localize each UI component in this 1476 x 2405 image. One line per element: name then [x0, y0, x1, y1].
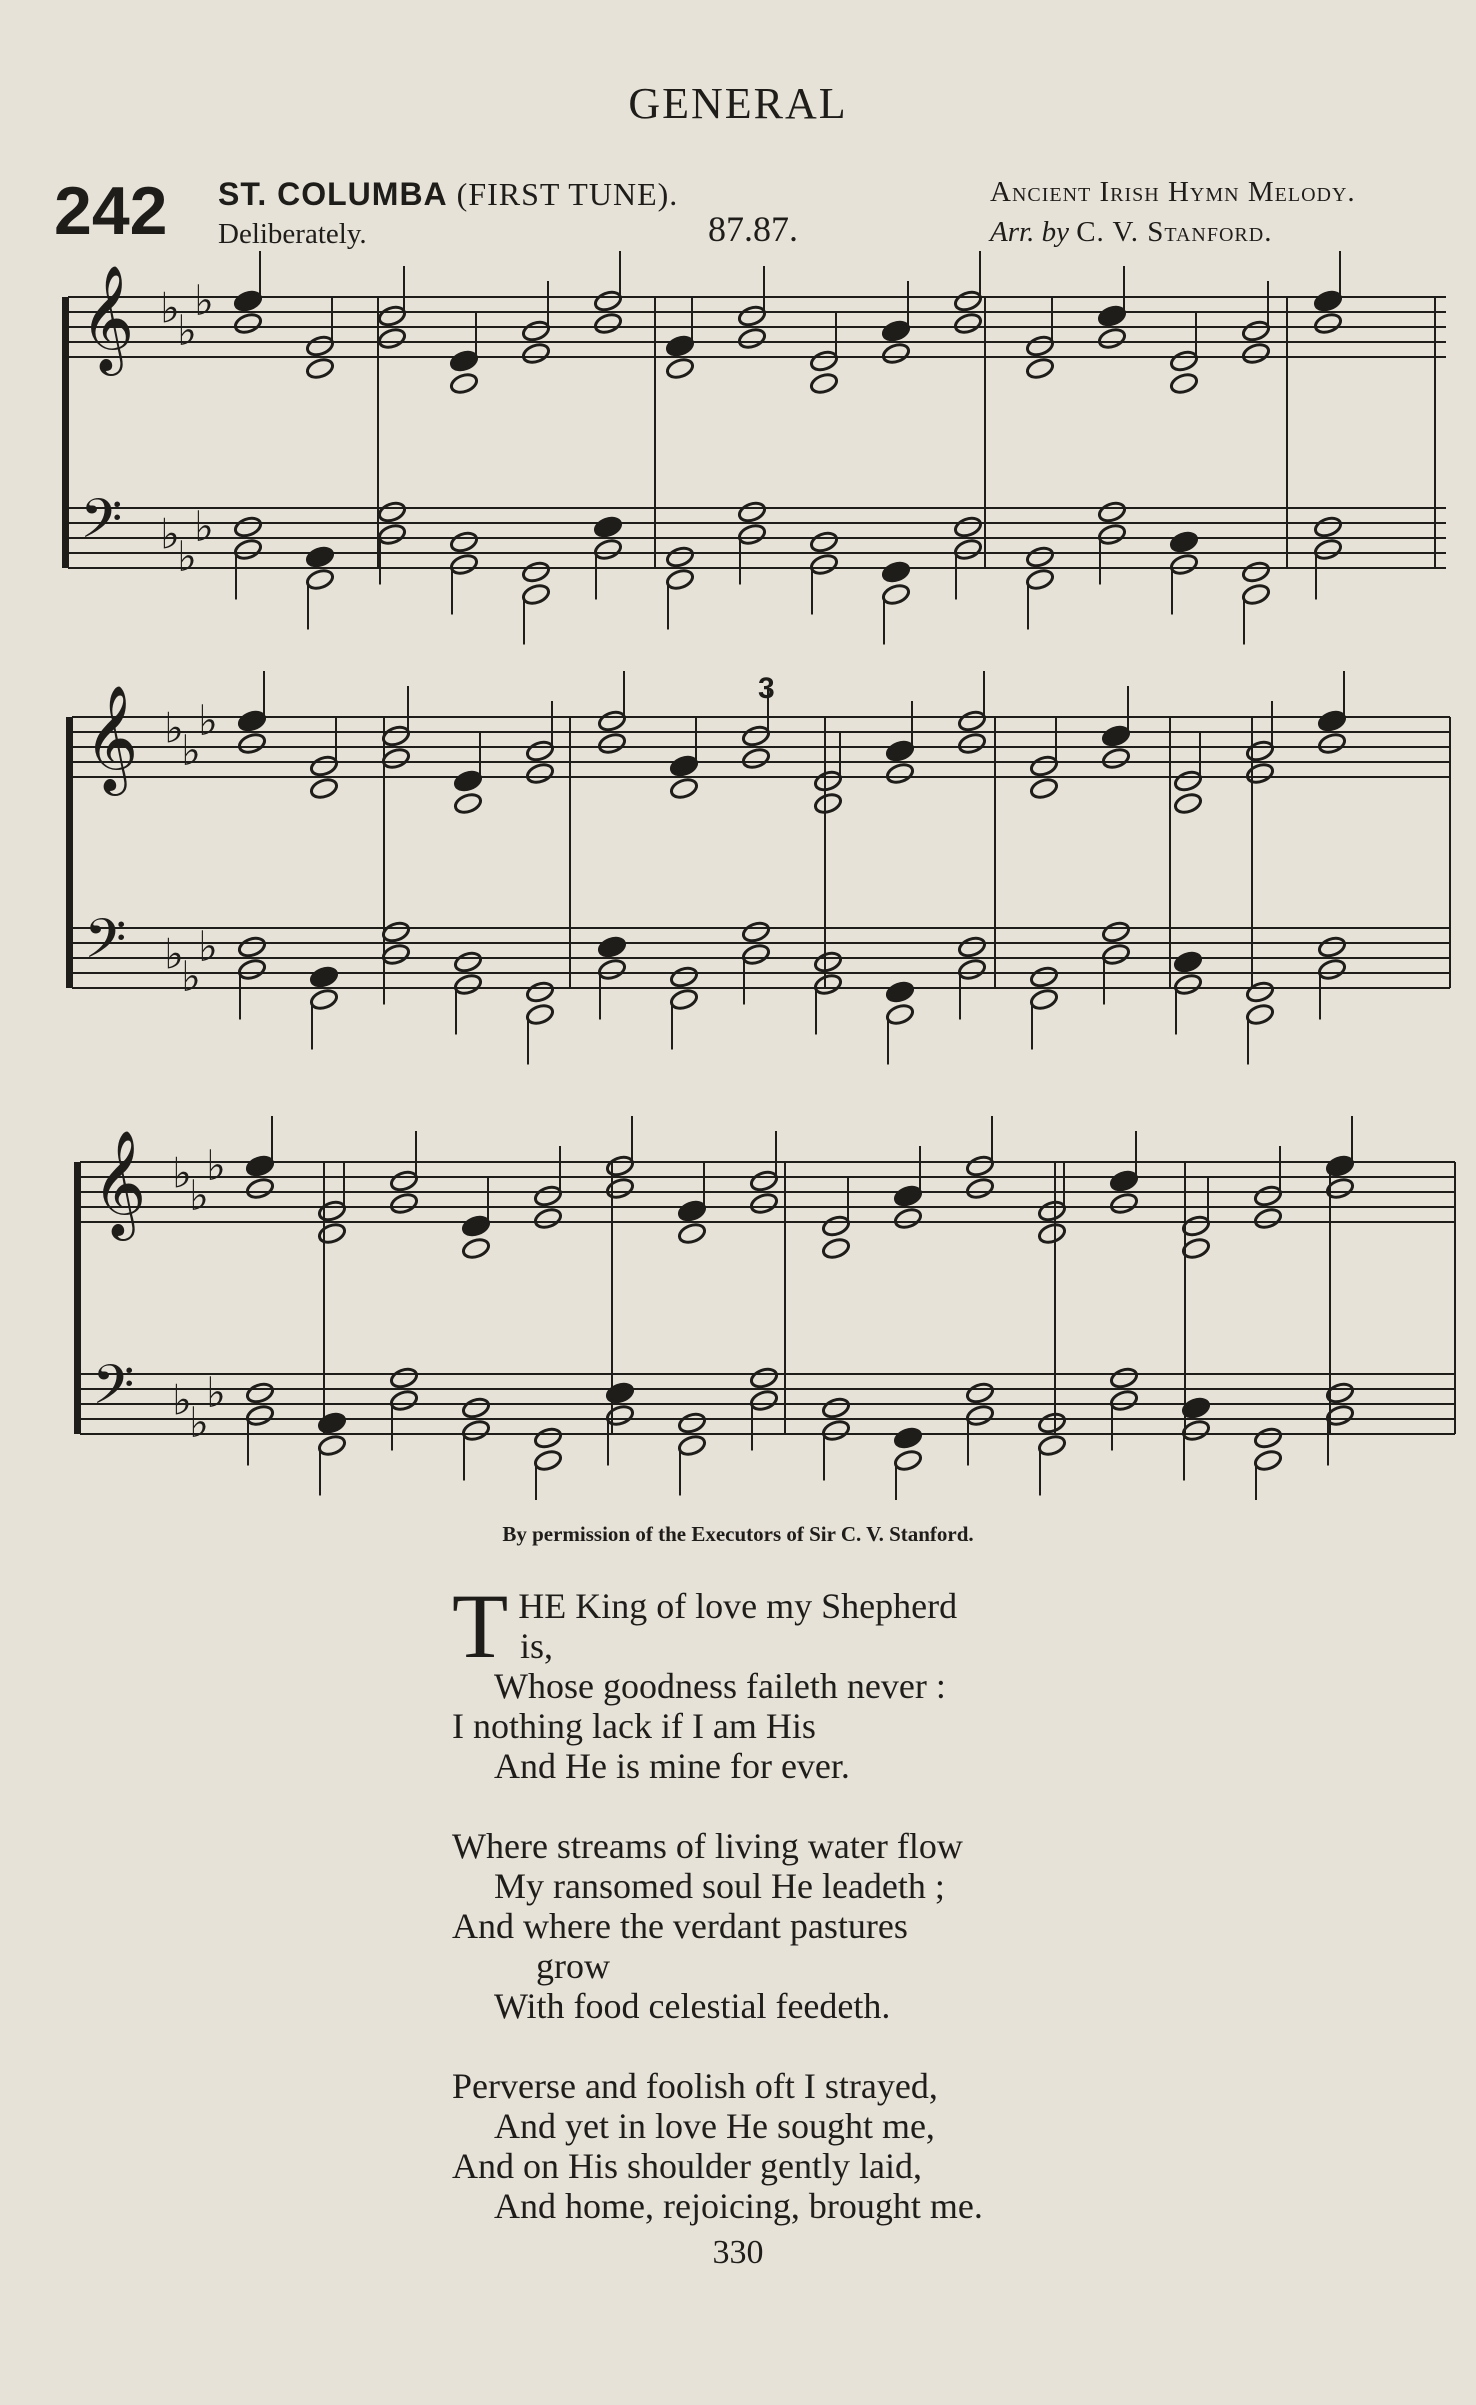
drop-cap: T — [452, 1575, 509, 1677]
permission-note: By permission of the Executors of Sir C. V. Stanford. — [502, 1522, 974, 1546]
verse-line: Perverse and foolish oft I strayed, — [452, 2066, 938, 2106]
verse-line: And yet in love He sought me, — [494, 2106, 935, 2146]
svg-text:♭: ♭ — [206, 1141, 226, 1190]
melody-source: Ancient Irish Hymn Melody. — [990, 176, 1356, 208]
verse-line: grow — [536, 1946, 610, 1986]
svg-text:♭: ♭ — [160, 509, 180, 559]
svg-text:♭: ♭ — [172, 1375, 192, 1425]
svg-text:♭: ♭ — [164, 929, 184, 979]
svg-text:𝄞: 𝄞 — [92, 1129, 147, 1236]
verse-2 — [452, 1826, 1112, 2026]
verse-line: And where the verdant pastures — [452, 1906, 908, 1946]
verse-line: My ransomed soul He leadeth ; — [494, 1866, 945, 1906]
verse-line: Whose goodness faileth never : — [494, 1666, 946, 1706]
svg-text:𝄞: 𝄞 — [84, 684, 139, 791]
verse-1 — [452, 1575, 1112, 1786]
tune-name: ST. COLUMBA — [218, 176, 448, 212]
verse-line: With food celestial feedeth. — [494, 1986, 891, 2026]
verse-line: And on His shoulder gently laid, — [452, 2146, 922, 2186]
arranger-name: C. V. Stanford. — [1076, 216, 1273, 248]
svg-text:𝄢: 𝄢 — [84, 907, 127, 984]
svg-text:♭: ♭ — [194, 502, 214, 551]
svg-text:♭: ♭ — [198, 922, 218, 971]
svg-text:𝄢: 𝄢 — [92, 1353, 135, 1430]
hymn-text — [452, 1575, 1112, 2226]
svg-text:♭: ♭ — [189, 1398, 209, 1447]
verse-line: And home, rejoicing, brought me. — [494, 2186, 983, 2226]
verse-line: I nothing lack if I am His — [452, 1706, 816, 1746]
svg-text:♭: ♭ — [198, 696, 218, 745]
verse-line: And He is mine for ever. — [494, 1746, 850, 1786]
svg-text:♭: ♭ — [177, 306, 197, 355]
arranger-prefix: Arr. by — [990, 216, 1069, 248]
verse-3 — [452, 2066, 1112, 2226]
svg-text:𝄞: 𝄞 — [80, 264, 135, 371]
section-title: GENERAL — [628, 79, 848, 128]
svg-text:♭: ♭ — [206, 1368, 226, 1417]
verse-line: is, — [520, 1626, 554, 1666]
svg-text:♭: ♭ — [172, 1148, 192, 1198]
svg-text:♭: ♭ — [181, 952, 201, 1001]
triplet-mark: 3 — [758, 672, 775, 705]
svg-text:♭: ♭ — [177, 532, 197, 581]
svg-text:♭: ♭ — [160, 283, 180, 333]
svg-text:♭: ♭ — [194, 276, 214, 325]
verse-line: HE King of love my Shepherd — [518, 1586, 958, 1626]
hymn-number: 242 — [54, 173, 168, 249]
svg-text:♭: ♭ — [164, 703, 184, 753]
page-number: 330 — [712, 2234, 764, 2271]
svg-text:♭: ♭ — [189, 1171, 209, 1220]
svg-text:♭: ♭ — [181, 726, 201, 775]
meter: 87.87. — [708, 209, 798, 249]
svg-text:𝄢: 𝄢 — [80, 487, 123, 564]
verse-line: Where streams of living water flow — [452, 1826, 963, 1866]
tempo-marking: Deliberately. — [218, 218, 367, 250]
tune-qualifier: (FIRST TUNE). — [456, 176, 679, 212]
